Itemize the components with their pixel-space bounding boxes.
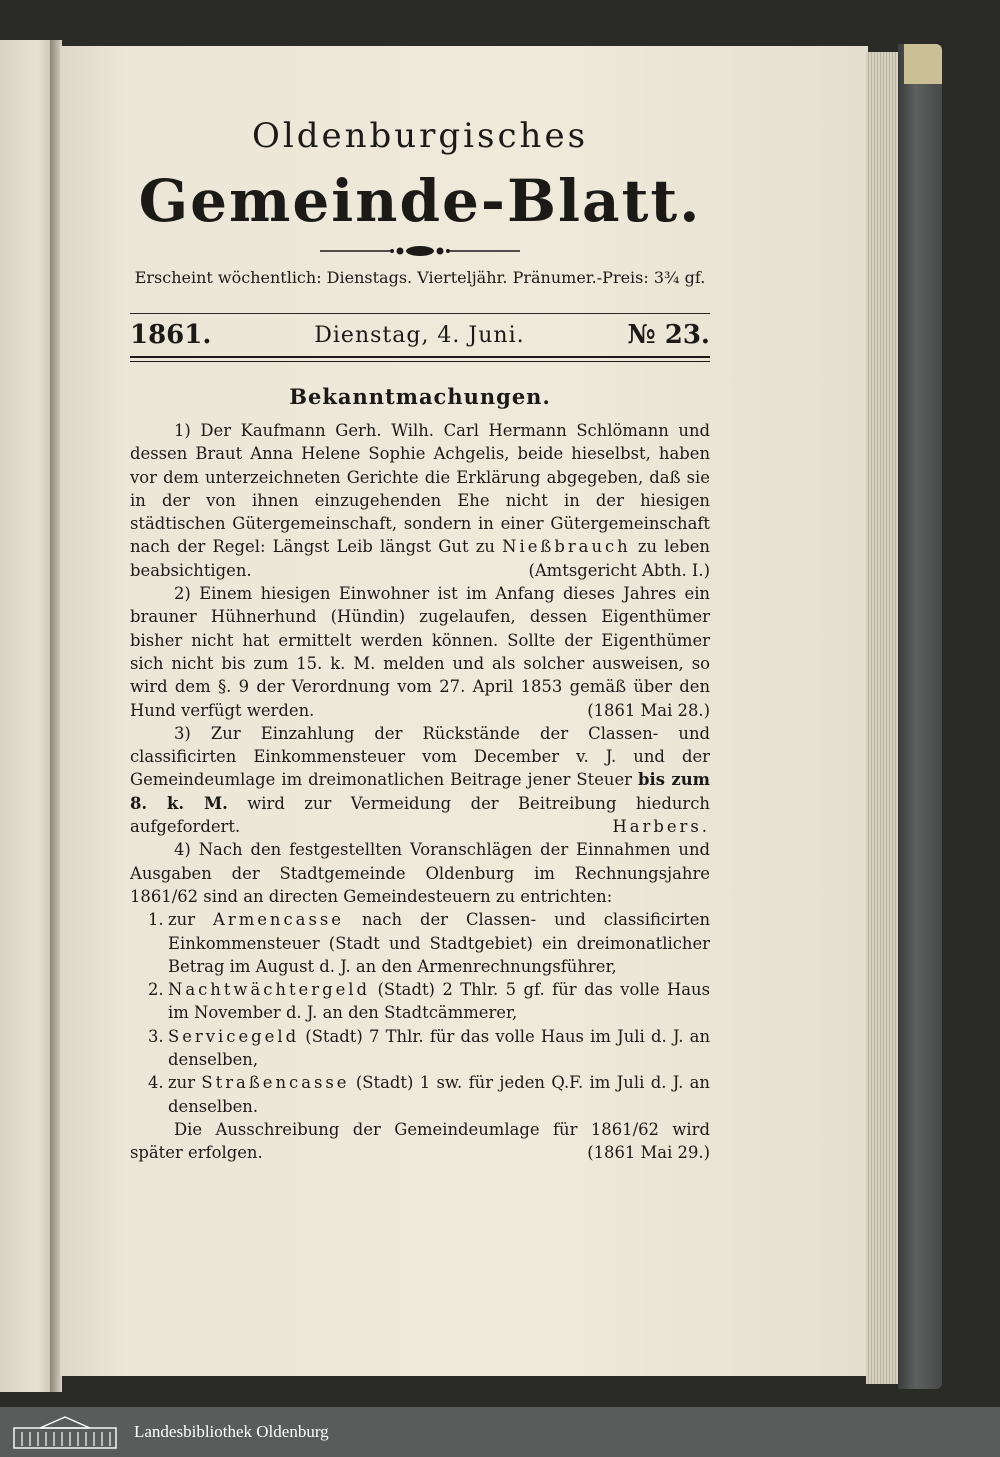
- notice-2-signature: (1861 Mai 28.): [587, 700, 710, 720]
- top-rule: [130, 313, 710, 314]
- issue-year: 1861.: [130, 320, 212, 350]
- notice-3-emph: bis zum 8. k. M.: [130, 770, 710, 813]
- notice-1-signature: (Amtsgericht Abth. I.): [528, 560, 710, 580]
- page-content: [130, 110, 710, 1165]
- list-item: 2. Nachtwächtergeld (Stadt) 2 Thlr. 5 gf. für das volle Haus im November d. J. an den Stadtcämmerer,: [148, 980, 710, 1023]
- masthead-title-line2: Gemeinde-Blatt.: [138, 167, 702, 235]
- notice-3-signature: Harbers.: [612, 817, 710, 837]
- notice-3: 3) Zur Einzahlung der Rückstände der Classen- und classificirten Einkommensteuer vom December v. J. und der Gemeindeumlage im dreimonatlichen Beitrage jener Steuer bis zum 8. k. M. wird zur Vermeidung der Beitreibung hiedurch aufgefordert. Harbers.: [130, 722, 710, 838]
- dateline: [130, 320, 710, 350]
- notice-4-signature: (1861 Mai 29.): [587, 1143, 710, 1163]
- library-building-icon[interactable]: [12, 1414, 118, 1450]
- page-edges: [866, 52, 902, 1384]
- notice-2: 2) Einem hiesigen Einwohner ist im Anfang dieses Jahres ein brauner Hühnerhund (Hündin) zugelaufen, dessen Eigenthümer bisher nicht hat ermittelt werden können. Sollte der Eigenthümer sich nicht bis zum 15. k. M. melden und als solcher ausweisen, so wird dem §. 9 der Verordnung vom 27. April 1853 gemäß über den Hund verfügt werden. (1861 Mai 28.): [130, 582, 710, 722]
- masthead-title-line1: Oldenburgisches: [251, 116, 589, 156]
- left-page-edge: [0, 40, 54, 1392]
- library-name[interactable]: Landesbibliothek Oldenburg: [134, 1422, 329, 1441]
- notice-1-emph: Nießbrauch: [502, 537, 631, 557]
- cover-corner: [904, 44, 942, 84]
- book-cover: [898, 44, 942, 1389]
- ornament-icon: [320, 244, 520, 258]
- masthead-subtitle: Erscheint wöchentlich: Dienstags. Vierteljähr. Pränumer.-Preis: 3¾ gf.: [134, 268, 706, 287]
- double-rule: [130, 356, 710, 362]
- issue-date: Dienstag, 4. Juni.: [314, 322, 525, 348]
- list-item: 4. zur Straßencasse (Stadt) 1 sw. für jeden Q.F. im Juli d. J. an denselben.: [148, 1073, 710, 1116]
- library-footer: [0, 1407, 1000, 1457]
- list-item: 1. zur Armencasse nach der Classen- und classificirten Einkommensteuer (Stadt und Stadtgebiet) ein dreimonatlicher Betrag im August d. J. an den Armenrechnungsführer,: [148, 910, 710, 976]
- issue-number: № 23.: [627, 320, 710, 350]
- notice-4-list: [130, 908, 710, 1118]
- section-heading: Bekanntmachungen.: [289, 384, 551, 409]
- list-item: 3. Servicegeld (Stadt) 7 Thlr. für das volle Haus im Juli d. J. an denselben,: [148, 1026, 710, 1070]
- notice-4-intro: 4) Nach den festgestellten Voranschlägen der Einnahmen und Ausgaben der Stadtgemeinde Oldenburg im Rechnungsjahre 1861/62 sind an directen Gemeindesteuern zu entrichten:: [130, 840, 710, 906]
- notice-4-outro: Die Ausschreibung der Gemeindeumlage für 1861/62 wird später erfolgen. (1861 Mai 29.): [130, 1118, 710, 1165]
- notice-1: 1) Der Kaufmann Gerh. Wilh. Carl Hermann Schlömann und dessen Braut Anna Helene Sophie Achgelis, beide hieselbst, haben vor dem unterzeichneten Gerichte die Erklärung abgegeben, daß sie in der von ihnen einzugehenden Ehe nicht in der hiesigen städtischen Gütergemeinschaft, sondern in einer Gütergemeinschaft nach der Regel: Längst Leib längst Gut zu Nießbrauch zu leben beabsichtigen. (Amtsgericht Abth. I.): [130, 419, 710, 582]
